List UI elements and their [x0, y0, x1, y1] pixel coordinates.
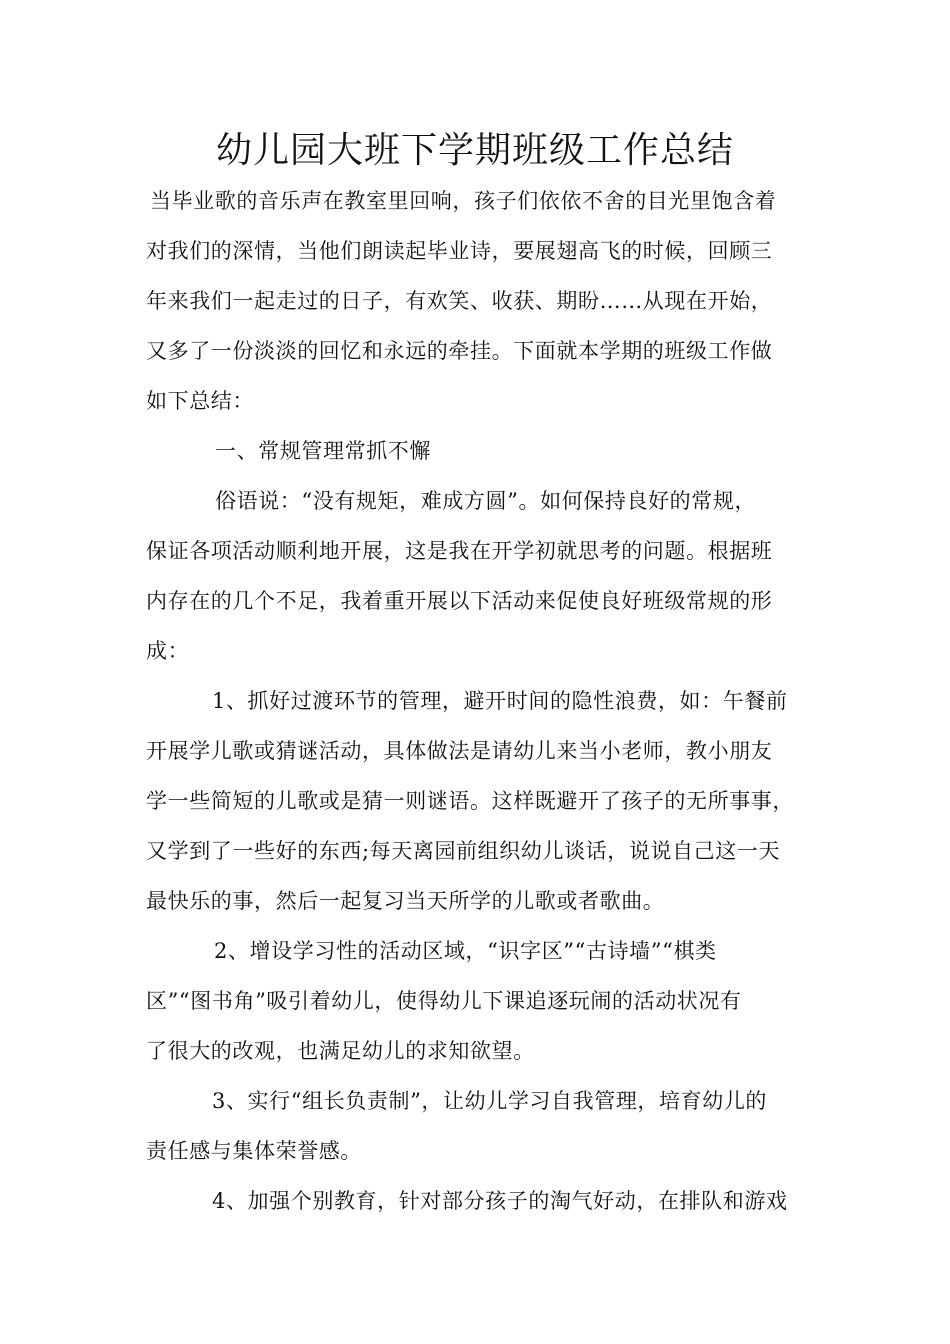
paragraph-line: 如下总结：: [146, 389, 254, 413]
list-item-line: 责任感与集体荣誉感。: [146, 1139, 362, 1163]
list-item-line: 开展学儿歌或猜谜活动，具体做法是请幼儿来当小老师，教小朋友: [146, 739, 773, 763]
list-item-line: 了很大的改观，也满足幼儿的求知欲望。: [146, 1039, 535, 1063]
paragraph-line: 成：: [146, 639, 190, 663]
paragraph-line: 又多了一份淡淡的回忆和永远的牵挂。下面就本学期的班级工作做: [146, 339, 773, 363]
section-heading: 一、常规管理常抓不懈: [215, 439, 431, 463]
paragraph-line: 内存在的几个不足，我着重开展以下活动来促使良好班级常规的形: [146, 589, 773, 613]
list-item-line: 最快乐的事，然后一起复习当天所学的儿歌或者歌曲。: [146, 889, 665, 913]
paragraph-line: 当毕业歌的音乐声在教室里回响，孩子们依依不舍的目光里饱含着: [150, 189, 777, 213]
paragraph-line: 俗语说：“没有规矩，难成方圆”。如何保持良好的常规，: [215, 489, 757, 513]
document-title: 幼儿园大班下学期班级工作总结: [215, 130, 734, 171]
list-item-line: 1、抓好过渡环节的管理，避开时间的隐性浪费，如：午餐前: [212, 689, 788, 713]
list-item-line: 2、增设学习性的活动区域，“识字区”“古诗墙”“棋类: [214, 939, 717, 963]
list-item-line: 又学到了一些好的东西;每天离园前组织幼儿谈话，说说自己这一天: [146, 839, 781, 863]
list-item-line: 区”“图书角”吸引着幼儿，使得幼儿下课追逐玩闹的活动状况有: [146, 989, 742, 1013]
list-item-line: 3、实行“组长负责制”，让幼儿学习自我管理，培育幼儿的: [212, 1089, 768, 1113]
list-item-line: 学一些简短的儿歌或是猜一则谜语。这样既避开了孩子的无所事事，: [146, 789, 794, 813]
list-item-line: 4、加强个别教育，针对部分孩子的淘气好动，在排队和游戏: [212, 1189, 788, 1213]
paragraph-line: 年来我们一起走过的日子，有欢笑、收获、期盼……从现在开始，: [146, 289, 773, 313]
paragraph-line: 对我们的深情，当他们朗读起毕业诗，要展翅高飞的时候，回顾三: [146, 239, 773, 263]
paragraph-line: 保证各项活动顺利地开展，这是我在开学初就思考的问题。根据班: [146, 539, 773, 563]
